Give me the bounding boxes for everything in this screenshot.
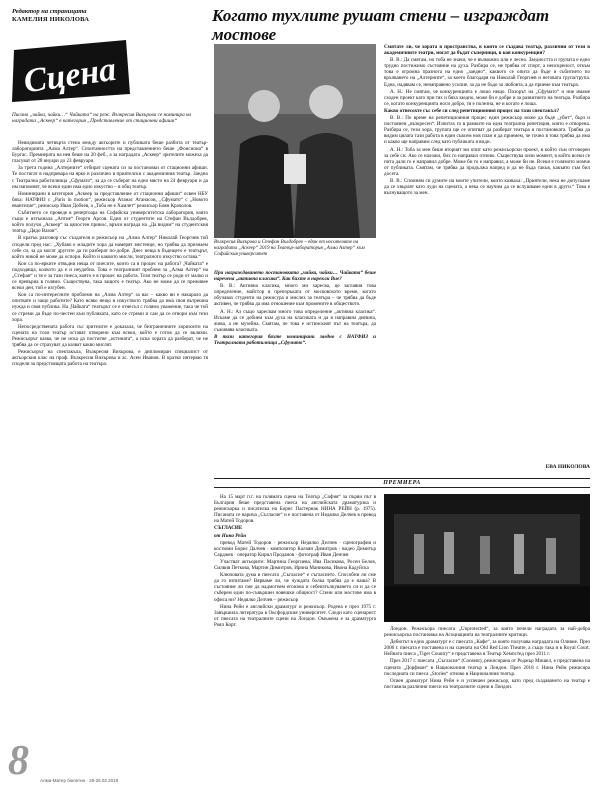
stage-illustration bbox=[384, 494, 590, 622]
interview-column bbox=[214, 270, 376, 470]
interview-answer: В. В.: По време на репетиционния процес един режисьор може да бъде „убит“, бърз и постоянен „възкресен“. Изпитах го в рамките на една театрална репетиция, която е отворена. Разбира се, тези хора, групата ще се опитват да разберат театъра и постановката. Трябва да видим цялата тази работа в един съвсем нов план и да приемем, че точно в това трябва да има и какво ще направим след като публиката я види. bbox=[384, 115, 590, 146]
paragraph: Кои са по-интересните проблеми на „Алма Алтер“ за вас – какво ви е накарало да опитвате и защо работите? Като всяко нещо в изкуството трябва да има своя вътрешна нужда и своя публика. На „Чайката“ театърът се е отнесъл с голямо уважение, така че той се стреми да бъде по-честен към публиката, като се стреми и сам да се отвори към тези хора. bbox=[12, 292, 208, 323]
page-footer: Алма-Матер бюлетин · 28-26.02.2019 bbox=[40, 778, 119, 783]
interview-answer: А. Н.: Тоба за мен беше вторият ми опит като режисьорски проект, в който съм отговорен за себе си. Ако се наложи, бих го направил отново. Съществува онзи момент, в който всеки се пита дали го е направил добре. Може би го е направил, а може би не. Всеки е голямото момче от публиката. Смятам, че трябва да продължа напред и да не бъда такъв, какъвто съм бил досега. bbox=[384, 146, 590, 177]
paragraph: Лондон. Режисьора пиесата „Unprotected“, за която печели наградата за най-добра режисьорска постановка на Асоциацията на театралните критици. bbox=[384, 626, 590, 639]
editor-name: КАМЕЛИЯ НИКОЛОВА bbox=[12, 16, 90, 23]
playwright-bio-column bbox=[384, 626, 590, 776]
photo-two-people-with-award bbox=[214, 44, 376, 238]
interview-answer: В. В.: Спомням си думите на моите учители, които казваха: „Приятели, нека не допускаме да се хвърлят като луди на сцената, а нека се научим да се вслушваме едни в други.“ Това е вълнуващото за мен. bbox=[384, 177, 590, 197]
credits: превод Матей Тодоров · режисьор Недялко Делчев · сценография и костюми Борис Далчев · композитор Калоян Димитров · видео Димитър Сарджев · оператор Кирил Проданов · фотограф Иван Денчев bbox=[214, 539, 376, 558]
paragraph: През 2017 г. пиесата „Съгласие“ (Consent), режисирана от Роджър Мишел, е представена на сцената „Дорфман“ в Националния театър в Лондон. През 2018 г. Нина Рейн режисира последната си пиеса „Stories“ отново в Националния театър. bbox=[384, 658, 590, 677]
play-author: от Нина Рейн bbox=[214, 532, 247, 539]
premiere-label: ПРЕМИЕРА bbox=[377, 480, 426, 486]
main-article-column bbox=[12, 140, 208, 740]
logo-word: Сцена bbox=[21, 50, 119, 101]
play-title: СЪГЛАСИЕ bbox=[214, 525, 243, 532]
paragraph: Освен драматург Нина Рейн е и успешен режисьор, като пред създаването на театър е поставила различни пиеси на театралните сцени в Лондон. bbox=[384, 677, 590, 690]
paragraph: За трета година „Алтерните“ отбират сцената си за постановки от стационни афиши. Те постигат в надпревара на ярко и различно в приятелски с академичния театър. Заедно с Театрална работилница „Сфумато“, за да се съберат на едно място на 24 февруари и да им напомнят, че всеки един има едно изкуство – в общ театър. bbox=[12, 165, 208, 190]
paragraph: Нина Рейн е английски драматург и режисьор. Родена е през 1975 г. Завършила литература в Оксфордския университет. Следи като сценарист от пиесата на театралните сцени на Лондон. Омъжена е за драматурга Роял Корт. bbox=[214, 603, 376, 628]
paragraph: Събитието се проведе в репертоара на Софийска университетска лаборатория, която също е изтъкнала „Аптие“ Георги Арсов. Един от студентите на Стефан Вълдобрев, който получи „Аскеер“ за цялостен принос, връчи награда на „Да видим“ на студентския театър „Дядо Вазов“. bbox=[12, 210, 208, 235]
paragraph: Непосредствената работа със зрителите е доказала, че безграничните хоризонти на сцената на този театър остават отворени към всеки, който е готов да се включи. Режисьорът казва, че не иска да постигне „истината“, а иска хората да разберат, че не трябва да се страхуват да казват какво мислят. bbox=[12, 323, 208, 348]
paragraph: Режисьорът на спектакъла, Възкресия Вихърова, е дипломиран специалист от актьорския клас на проф. Възкресия Вихърова и ас. Асен Иванов. В кратко интервю тя сподели за предстоящата работа на театъра. bbox=[12, 349, 208, 368]
interview-answer: А. Н.: Не смятам, че конкуренцията е лошо нещо. Позорът на „Сфумато“ и ние имаме сходен проект като при тях и бяха заедно, може би е добре и за развитието на театъра. Разбира се, когато конкуренцията носи добро, тя е полезна, не и когато е лоша. bbox=[384, 88, 590, 107]
cast: Участват актьорите: Мартина Георгиева, Ива Пасикова, Росен Белов, Силвия Петкова, Мартин Димитров, Ирина Маникова, Ивона Кадуйска bbox=[214, 558, 376, 572]
photo-caption: Възкресия Вихърова и Стефан Вълдобрев – един от носителите на наградата „Аскеер“ 2019 на Театър-лаборатория „Алма Алтер“ към Софийския университет bbox=[214, 240, 365, 257]
article-author: ЕВА НИКОЛОВА bbox=[545, 464, 590, 470]
paragraph: Дебютът в едно драматург е с пиесата „Кафе“, за която получава наградата на Оливие. През 2006 г. пиесата е поставена и на сцената на Old Red Lion Theatre, а също така и в Royal Court. Нейната пиеса „Tiger Country“ е представена в Театър Хемпстед през 2011 г. bbox=[384, 639, 590, 658]
paragraph: Номинирани в категория „Аскеер за представление от стационни афиши“ освен НБУ бяха: НАТФИЗ с „Paris in motion“, режисьор Атанас Атанасов, „Сфумато“ с „Новото евангелие“, режисьор Иван Добчев, а „Тоба не е Хамлет“ режисьор Боян Крачолов. bbox=[12, 190, 208, 209]
article-lede: Писана „чайка, чайки…“ Чайката“ на реж. Възкресия Вихърова се номинира на наградата „Аскеер“ в категория „Представление от стационни афиши“ bbox=[12, 112, 192, 125]
premiere-article-column bbox=[214, 494, 376, 784]
paragraph: Невидимата четвърта стена между актьорите и публиката беше разбита от театър-лабораторията „Алма Алтер“. Спонтанността на представлението беше „Фонсиона“ в Бургас. Премиерата на нея беше на 20 феб., а за наградата „Аскеер“ зрителите можеха да гласуват от 28 януари до 23 февруари. bbox=[12, 140, 208, 165]
interview-question: Смятате ли, че хората в пространства, в които се създава театър, различни от тези в академичните театри, могат да бъдат съперници, в коя конкуренция? bbox=[384, 44, 590, 57]
interview-column-right bbox=[384, 44, 590, 466]
photo-stage-scene bbox=[384, 494, 590, 622]
interview-answer: В. В.: Да смятам, но тоба не значи, че е възможно или е лесно. Заедността и групата е едно трудно постижимо състояние на духа. Разбира се, не трябва от спорт, а неискреност, откъм това е огромна празнота на едно „заедно“, каквото се опита да бъде и събитието по връчването на „Алтерните“, за което благодаря на Николай Георгиев и неговата група/трупа. Една, надявам се, ненаправено усилие, за да не бъде за любовта, а да приеме към театъра. bbox=[384, 57, 590, 88]
paragraph: На 15 март п.г. на голямата сцена на Театър „София“ за първи път в България беше представена пиеса на английската драматурзка и режисьорка и писателка на Борис Пастернак НИНА РЕЙН (р. 1975). Писаната се нарича „Съгласие“ и е поставена от Недялко Делчев в превод на Матей Тодоров. bbox=[214, 494, 376, 525]
paragraph: Ключовата дума в пиесата „Съгласие“ е съгласието. Способни ли сме да го изпитаме? Вярваме ли, че чуждата болка трябва да е наша? В състояние ли сме да надмогнем егоизма и себеизтълкуването си и да се съберем един по-съвършен човешки общност? Стени или мостове има в офиса ни? Недялко Делчев – режисьор bbox=[214, 572, 376, 603]
editor-label: Редактор на страницата bbox=[12, 8, 87, 15]
interview-answer: А. Н.: Аз също харесвам много това определение „активна класика“. Искаме да се добием към духа на класиката и да я направим днешна, жива, а не музейна. Смятам, че това е истинският път на театъра, да съживява класиката. bbox=[214, 308, 376, 333]
article-headline: Когато тухлите рушат стени – изграждат мостове bbox=[212, 6, 550, 44]
paragraph: Кои са по-ярките отвъдни неща от пиесите, които са в процес на работа? „Чайката“ е подходяща, колкото да е и неудобна. Това е театралният проблем за „Алма Алтер“ на „Стефан“ и тя е за тази пиеса, която е в процес на работа. Този театър се роди от малко и се превърна в голямо. Съществува, така защото е театър. Ако не може да се преживее всеки ден, той е изгубен. bbox=[12, 260, 208, 292]
photo-illustration bbox=[214, 44, 376, 238]
interview-answer: В. В.: Активна класика, много ми харесва, це заглавия това определение, майстор в препоръката от московското време, когато обучавах студенти на режисура и мислех за театъра – че трябва да бъде активен, че трябва да има отношение към промените в обществото. bbox=[214, 283, 376, 308]
interview-question: Какво отнесохте със себе си след репетиционния процес на тази спектакъл? bbox=[384, 107, 560, 114]
paragraph: В кратък разговор със създателя и режисьор на „Алма Алтер“ Николай Георгиев той сподели пред нас: „Хубаво е младите хора да намерят местенце, но трябва да признаем себе си, за да могат другите да ги разберат по-добре. Днес неща в бъдещето е театърът, който никой не може да оспори. Който и каквото мисли, театралното изкуство остава.“ bbox=[12, 235, 208, 260]
page-editor-credit bbox=[12, 8, 132, 24]
page-number: 8 bbox=[8, 738, 29, 784]
section-logo bbox=[8, 36, 134, 106]
interview-question: В тази категория бяхте номинирани заедно с НАТФИЗ и Театралната работилница „Сфумато“. bbox=[214, 333, 376, 347]
premiere-section-header bbox=[214, 478, 590, 488]
interview-question: При награждаването постановката „чайка, чайки… Чайката“ беше наречена „активна класика“. Как бихте я нарекли Вие? bbox=[214, 270, 376, 283]
